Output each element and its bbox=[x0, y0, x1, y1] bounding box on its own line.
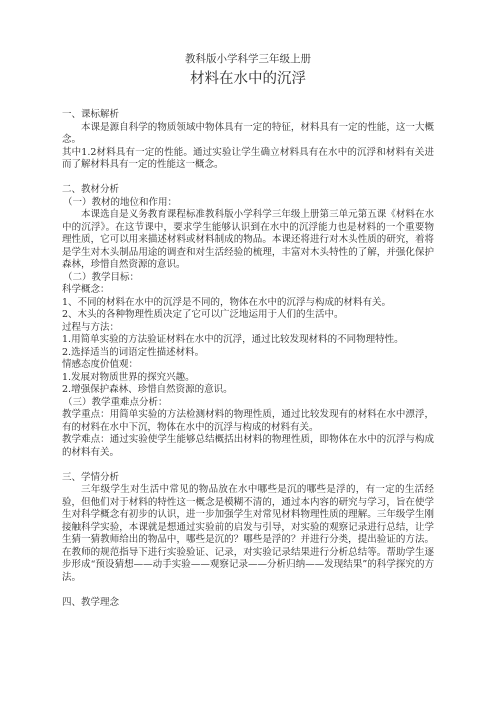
paragraph: 本课选自是义务教育课程标准教科版小学科学三年级上册第三单元第五课《材料在水中的沉浮》。在这节课中，要求学生能够认识到在水中的沉浮能力也是材料的一个重要物理性质，它可以用来描述材料或材料制成的物品。本课还将进行对木头性质的研究，着将是学生对木头制品用途的调查和对生活经验的梳理，丰富对木头特性的了解，并强化保护森林，珍惜自然资源的意识。 bbox=[62, 209, 434, 270]
section-teaching-philosophy bbox=[62, 597, 434, 610]
paragraph: 三年级学生对生活中常见的物品放在水中哪些是沉的哪些是浮的，有一定的生活经验，但他们对于材料的特性这一概念是模糊不清的，通过本内容的研究与学习，旨在使学生对科学概念有初步的认识，进一步加强学生对常见材料物理性质的理解。三年级学生刚接触科学实验，本课就是想通过实验前的启发与引导，对实验的观察记录进行总结，让学生猜一猜教师给出的物品中，哪些是沉的？哪些是浮的？并进行分类，提出验证的方法。在教师的规范指导下进行实验验证、记录，对实验记录结果进行分析总结等。帮助学生逐步形成“预设猜想——动手实验——观察记录——分析归纳——发现结果”的科学探究的方法。 bbox=[62, 484, 434, 583]
section-textbook-analysis bbox=[62, 184, 434, 459]
list-item: 1、不同的材料在水中的沉浮是不同的，物体在水中的沉浮与构成的材料有关。 bbox=[62, 296, 392, 308]
subsection-heading: （二）教学目标： bbox=[63, 271, 140, 283]
subsection-heading: （三）教学重难点分析： bbox=[63, 396, 168, 408]
document-subtitle: 教科版小学科学三年级上册 bbox=[185, 53, 311, 65]
list-item: 2.选择适当的词语定性描述材料。 bbox=[62, 346, 205, 358]
document-title: 材料在水中的沉浮 bbox=[190, 71, 306, 87]
paragraph: 本课是源自科学的物质领域中物体具有一定的特征，材料具有一定的性能，这一大概念。 bbox=[62, 121, 434, 145]
label-line: 过程与方法： bbox=[62, 321, 120, 333]
subsection-heading: （一）教材的地位和作用： bbox=[63, 196, 178, 208]
list-item: 1.发展对物质世界的探究兴趣。 bbox=[62, 371, 195, 383]
section-student-analysis bbox=[62, 472, 434, 585]
label-line: 科学概念： bbox=[62, 284, 110, 295]
paragraph: 教学难点：通过实验使学生能够总结概括出材料的物理性质，即物体在水中的沉浮与构成的材料有关。 bbox=[62, 434, 434, 458]
section-heading: 二、教材分析 bbox=[62, 184, 120, 195]
list-item: 2.增强保护森林、珍惜自然资源的意识。 bbox=[62, 384, 233, 395]
section-heading: 四、教学理念 bbox=[62, 596, 120, 608]
paragraph: 教学重点：用简单实验的方法检测材料的物理性质，通过比较发现有的材料在水中漂浮，有的材料在水中下沉，物体在水中的沉浮与构成的材料有关。 bbox=[62, 409, 434, 433]
list-item: 1.用简单实验的方法验证材料在水中的沉浮，通过比较发现材料的不同物理特性。 bbox=[62, 334, 404, 345]
section-curriculum bbox=[62, 109, 434, 172]
section-heading: 一、课标解析 bbox=[62, 109, 120, 120]
paragraph: 其中1.2材料具有一定的性能。通过实验让学生确立材料具有在水中的沉浮和材料有关进而了解材料具有一定的性能这一概念。 bbox=[62, 146, 434, 170]
list-item: 2、木头的各种物理性质决定了它可以广泛地运用于人们的生活中。 bbox=[62, 309, 344, 320]
label-line: 情感态度价值观： bbox=[62, 359, 139, 370]
section-heading: 三、学情分析 bbox=[62, 471, 120, 483]
